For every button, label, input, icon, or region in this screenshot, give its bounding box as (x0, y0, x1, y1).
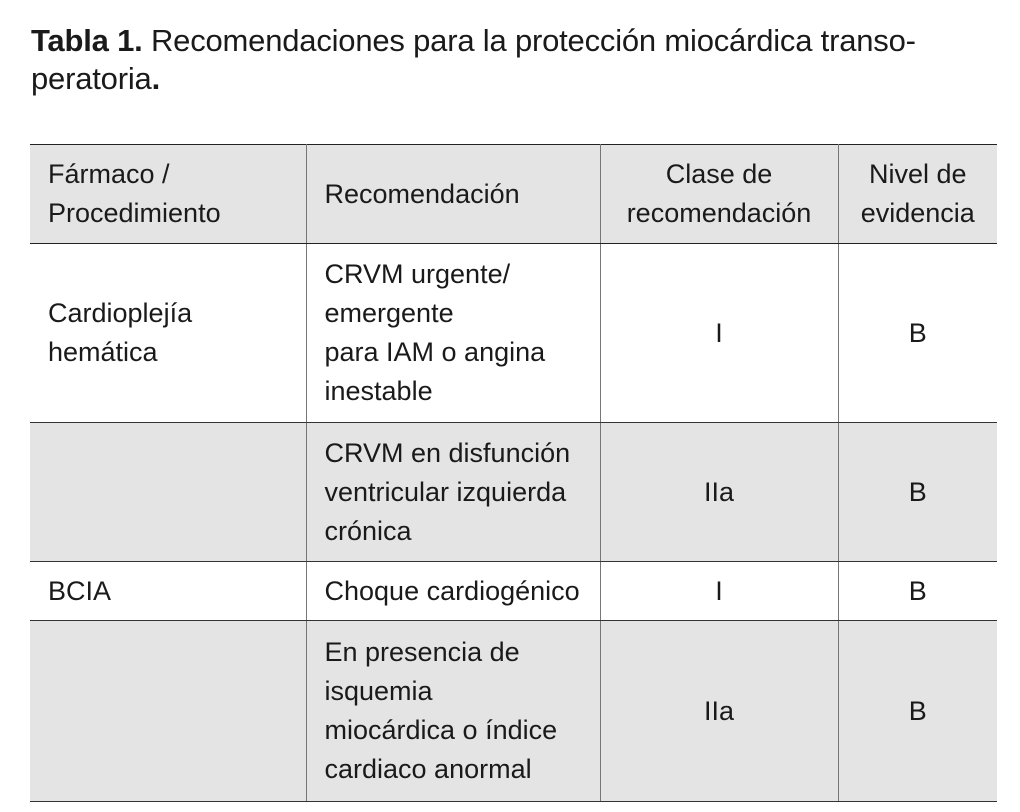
header-recommendation-text: Recomendación (324, 178, 520, 209)
table-row (30, 244, 997, 423)
cell-drug (30, 423, 306, 562)
cell-level: B (838, 621, 997, 802)
header-level-line: Nivel de (868, 159, 967, 189)
header-drug-line: Procedimiento (48, 198, 221, 228)
cell-class: I (600, 244, 838, 423)
table-row (30, 562, 997, 621)
caption-label: Tabla 1. (31, 23, 143, 58)
cell-text: para IAM o angina (324, 337, 546, 367)
table-row (30, 621, 997, 802)
cell-class: I (600, 562, 838, 621)
table-caption (31, 22, 999, 98)
cell-recommendation (306, 621, 600, 802)
cell-class: IIa (600, 621, 838, 802)
header-evidence-level (838, 145, 997, 244)
cell-level: B (838, 423, 997, 562)
cell-text: CRVM en disfunción (324, 437, 571, 468)
cell-text: ventricular izquierda (324, 476, 567, 507)
cell-recommendation (306, 244, 600, 423)
cell-text: Choque cardiogénico (324, 575, 580, 606)
table-row (30, 423, 997, 562)
cell-text: isquemia (324, 676, 433, 706)
header-class-line: Clase de (665, 159, 773, 189)
header-drug-procedure (30, 145, 306, 244)
cell-text: inestable (324, 376, 433, 406)
header-class-line: recomendación (626, 198, 812, 228)
cell-drug (30, 621, 306, 802)
header-level-line: evidencia (860, 198, 975, 228)
cell-level: B (838, 562, 997, 621)
cell-class: IIa (600, 423, 838, 562)
cell-text: CRVM urgente/ (324, 259, 511, 289)
header-drug-line: Fármaco / (48, 159, 170, 189)
cell-drug (30, 244, 306, 423)
cell-level: B (838, 244, 997, 423)
cell-recommendation (306, 562, 600, 621)
cell-recommendation (306, 423, 600, 562)
cell-text: cardiaco anormal (324, 754, 532, 784)
cell-text: Cardioplejía (48, 298, 193, 328)
cell-text: BCIA (48, 575, 112, 606)
table-header-row (30, 145, 997, 244)
cell-text: hemática (48, 337, 158, 367)
cell-text: miocárdica o índice (324, 715, 558, 745)
header-recommendation-class (600, 145, 838, 244)
cell-drug (30, 562, 306, 621)
cell-text: emergente (324, 298, 454, 328)
caption-text-line1: Recomendaciones para la protección miocárdica transo- (150, 23, 916, 58)
cell-text: crónica (324, 515, 412, 546)
caption-text-line2: peratoria (31, 61, 152, 96)
header-recommendation (306, 145, 600, 244)
cell-text: En presencia de (324, 637, 520, 667)
recommendations-table (30, 144, 997, 802)
caption-end: . (151, 61, 160, 96)
